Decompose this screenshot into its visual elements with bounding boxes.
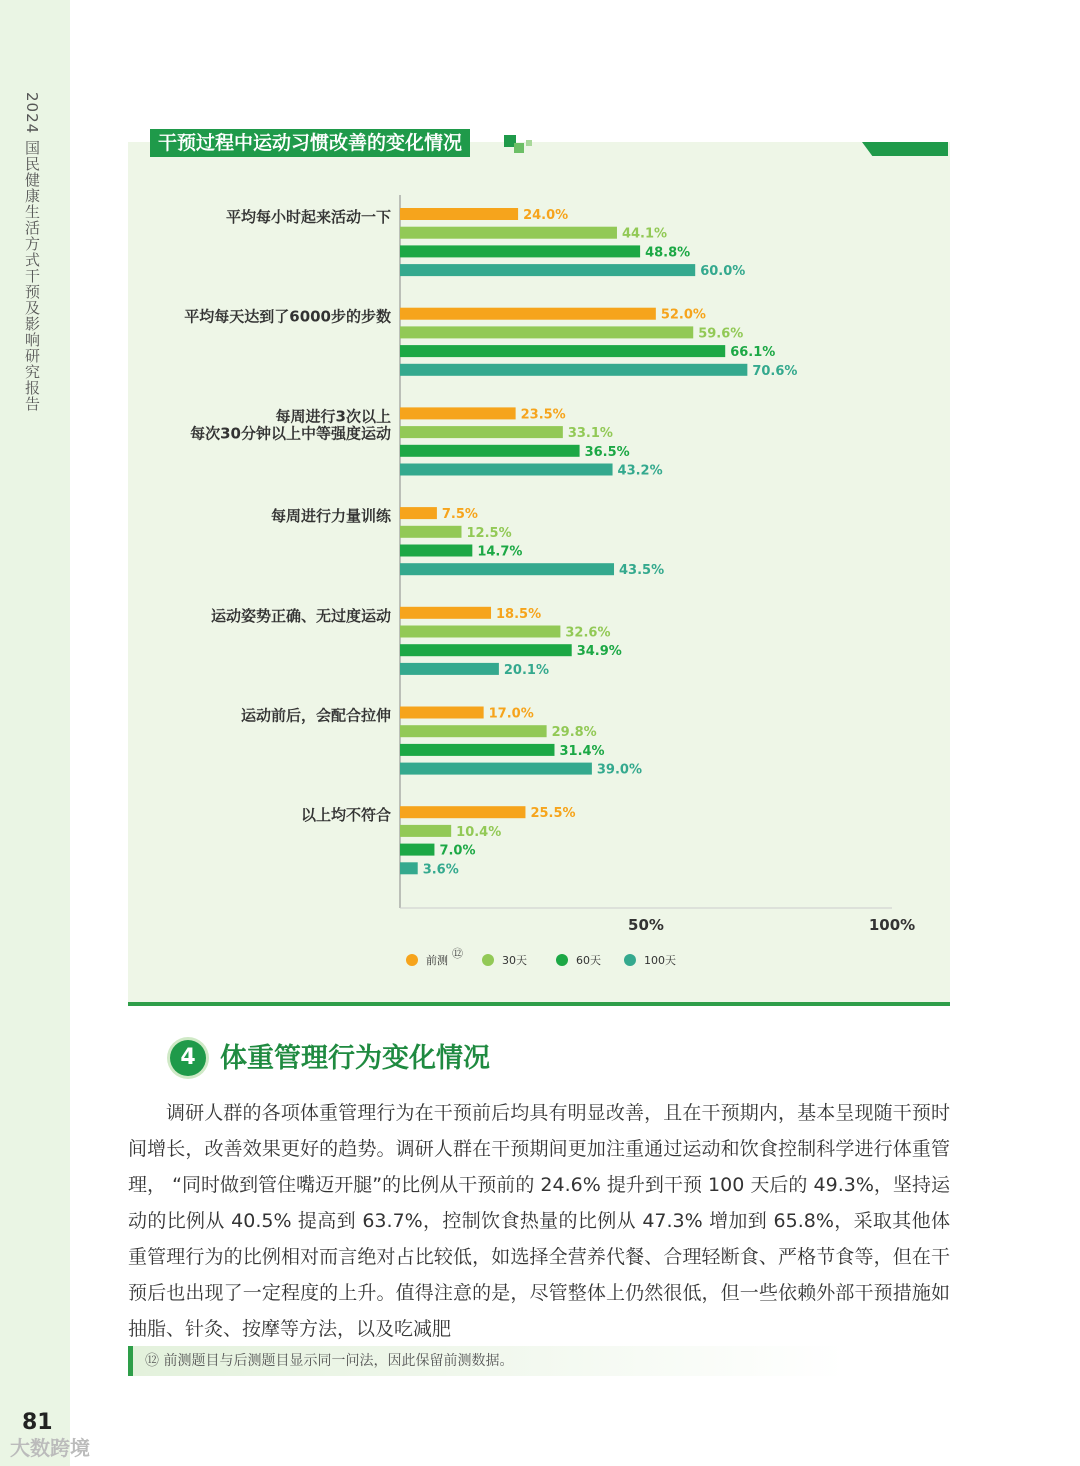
data-label: 43.5%: [619, 563, 665, 579]
legend-label: 100天: [644, 954, 676, 967]
bar-100天: [400, 663, 499, 675]
bar-60天: [400, 644, 572, 656]
category-label-line: 平均每天达到了6000步的步数: [184, 307, 391, 326]
x-tick-label: 50%: [628, 916, 664, 934]
bar-前测: [400, 707, 484, 719]
data-label: 33.1%: [567, 426, 613, 442]
data-label: 24.0%: [523, 208, 569, 223]
footnote: ⑫ 前测题目与后测题目显示同一问法，因此保留前测数据。: [128, 1346, 845, 1376]
category-label: [241, 707, 391, 726]
data-label: 52.0%: [660, 307, 706, 323]
bar-前测: [400, 806, 525, 818]
bar-100天: [400, 862, 418, 874]
category-label: [271, 507, 392, 525]
category-label-line: 以上均不符合: [300, 806, 391, 825]
chart-title: 干预过程中运动习惯改善的变化情况: [150, 129, 470, 157]
bar-60天: [400, 545, 472, 557]
category-label: [184, 308, 391, 326]
data-label: 39.0%: [596, 762, 642, 778]
legend-footnote-mark: ⑫: [452, 947, 463, 960]
bar-60天: [400, 844, 434, 856]
legend-label: 60天: [576, 954, 601, 967]
legend-marker: [556, 954, 568, 966]
data-label: 48.8%: [645, 245, 691, 261]
data-label: 66.1%: [730, 345, 776, 361]
category-label: [190, 407, 391, 442]
data-label: 14.7%: [477, 544, 523, 560]
section-title: 体重管理行为变化情况: [220, 1043, 490, 1074]
bar-100天: [400, 563, 614, 575]
category-label: [211, 607, 391, 625]
data-label: 29.8%: [551, 725, 597, 741]
watermark-logo: 大数跨境: [10, 1436, 90, 1460]
report-side-title: 2024 国民健康生活方式干预及影响研究报告: [23, 92, 41, 412]
legend-marker: [406, 954, 418, 966]
bar-100天: [400, 763, 592, 775]
data-label: 23.5%: [520, 407, 566, 423]
category-label: [301, 806, 391, 824]
bar-60天: [400, 345, 725, 357]
bar-30天: [400, 626, 560, 638]
bar-60天: [400, 744, 554, 756]
category-label-line: 平均每小时起来活动一下: [225, 208, 391, 226]
data-label: 12.5%: [466, 525, 512, 541]
category-label-line: 运动姿势正确、无过度运动: [210, 606, 391, 625]
section-number-badge: 4: [170, 1040, 206, 1076]
bar-30天: [400, 426, 563, 438]
data-label: 36.5%: [584, 444, 630, 460]
data-label: 7.0%: [439, 843, 476, 859]
category-label-line: 每次30分钟以上中等强度运动: [190, 424, 391, 443]
body-paragraph: 调研人群的各项体重管理行为在干预前后均具有明显改善，且在干预期内，基本呈现随干预时间增长，改善效果更好的趋势。调研人群在干预期间更加注重通过运动和饮食控制科学进行体重管理， “同时做到管住嘴迈开腿”的比例从干预前的 24.6% 提升到干预 100 天后的 49.3%，坚持运动的比例从 40.5% 提高到 63.7%，控制饮食热量的比例从 47.3% 增加到 65.8%，采取其他体重管理行为的比例相对而言绝对占比较低，如选择全营养代餐、合理轻断食、严格节食等，但在干预后也出现了一定程度的上升。值得注意的是，尽管整体上仍然很低，但一些依赖外部干预措施如抽脂、针灸、按摩等方法，以及吃减肥: [128, 1102, 950, 1340]
data-label: 7.5%: [441, 507, 478, 523]
legend-marker: [482, 954, 494, 966]
data-label: 43.2%: [617, 463, 663, 479]
bar-60天: [400, 245, 640, 257]
data-label: 44.1%: [621, 226, 668, 242]
data-label: 70.6%: [752, 363, 798, 379]
data-label: 59.6%: [698, 326, 744, 342]
bar-60天: [400, 445, 580, 457]
x-tick-label: 100%: [868, 916, 916, 934]
bar-30天: [400, 227, 617, 239]
data-label: 17.0%: [488, 706, 534, 722]
bar-30天: [400, 526, 462, 538]
bar-100天: [400, 464, 613, 476]
data-label: 10.4%: [456, 824, 502, 840]
bar-100天: [400, 364, 747, 376]
bar-30天: [400, 326, 693, 338]
bar-前测: [400, 407, 516, 419]
bar-前测: [400, 507, 437, 519]
bar-前测: [400, 607, 491, 619]
data-label: 3.6%: [422, 862, 459, 878]
data-label: 32.6%: [565, 625, 611, 641]
category-label: [226, 208, 391, 226]
bar-30天: [400, 825, 451, 837]
bar-前测: [400, 208, 518, 220]
data-label: 31.4%: [559, 743, 605, 759]
data-label: 20.1%: [503, 662, 550, 678]
legend-label: 前测: [426, 954, 448, 967]
bar-前测: [400, 308, 656, 320]
legend-marker: [624, 954, 636, 966]
bar-30天: [400, 725, 547, 737]
page-number: 81: [22, 1410, 53, 1435]
category-label-line: 运动前后，会配合拉伸: [240, 706, 391, 725]
data-label: 25.5%: [530, 806, 576, 822]
data-label: 34.9%: [576, 644, 622, 660]
data-label: 18.5%: [496, 606, 542, 622]
data-label: 60.0%: [700, 264, 746, 280]
category-label-line: 每周进行力量训练: [270, 507, 391, 526]
category-label-line: 每周进行3次以上: [275, 407, 391, 426]
legend-label: 30天: [502, 954, 527, 967]
bar-100天: [400, 264, 695, 276]
